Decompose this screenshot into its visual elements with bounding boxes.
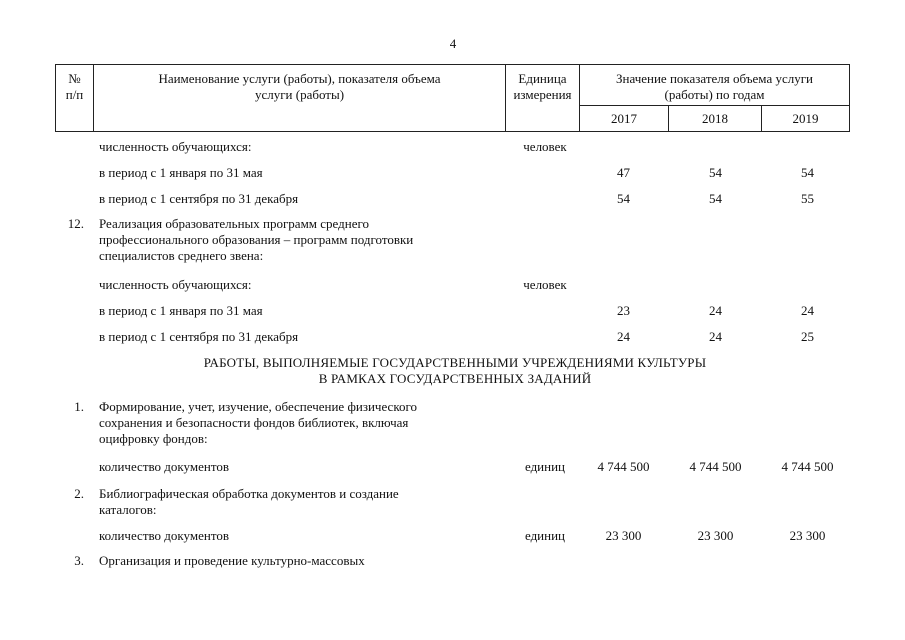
table-row	[0, 458, 905, 475]
table-row	[0, 328, 905, 345]
value-2018: 54	[709, 191, 722, 206]
period-label: в период с 1 января по 31 мая	[99, 303, 263, 318]
table-row	[0, 138, 905, 155]
value-2017: 23	[617, 303, 630, 318]
item-number: 1.	[74, 399, 84, 414]
page-number: 4	[449, 36, 457, 51]
value-2018: 24	[709, 303, 722, 318]
value-2019: 4 744 500	[781, 459, 834, 474]
table-row	[0, 276, 905, 293]
period-label: в период с 1 сентября по 31 декабря	[99, 329, 299, 344]
value-2018: 24	[709, 329, 722, 344]
item-number: 3.	[74, 553, 84, 568]
header-name-label: Наименование услуги (работы), показателя объема услуги (работы)	[158, 71, 441, 102]
header-values-label: Значение показателя объема услуги (работы) по годам	[615, 71, 814, 102]
value-2018: 4 744 500	[689, 459, 742, 474]
unit-cell: человек	[523, 277, 567, 292]
value-2017: 47	[617, 165, 630, 180]
unit-cell: единиц	[524, 528, 566, 543]
value-2019: 23 300	[789, 528, 826, 543]
unit-cell: человек	[523, 139, 567, 154]
item-number: 2.	[74, 486, 84, 501]
value-2018: 23 300	[697, 528, 734, 543]
indicator-label: численность обучающихся:	[99, 277, 252, 292]
item-title: Библиографическая обработка документов и создание каталогов:	[99, 486, 399, 517]
value-2019: 25	[801, 329, 814, 344]
indicator-label: численность обучающихся:	[99, 139, 252, 154]
table-row	[0, 190, 905, 207]
header-year-3: 2019	[792, 111, 819, 126]
indicator-label: количество документов	[99, 528, 229, 543]
item-number: 12.	[67, 216, 84, 231]
header-unit-label: Единица измерения	[513, 71, 572, 102]
value-2019: 55	[801, 191, 814, 206]
table-row	[0, 164, 905, 181]
value-2017: 23 300	[605, 528, 642, 543]
item-title: Организация и проведение культурно-массовых	[99, 553, 365, 568]
item-title: Формирование, учет, изучение, обеспечение физического сохранения и безопасности фондов библиотек, включая оцифровку фондов:	[99, 399, 417, 446]
table-row	[0, 527, 905, 544]
header-num-label: № п/п	[65, 71, 84, 102]
value-2018: 54	[709, 165, 722, 180]
item-title: Реализация образовательных программ среднего профессионального образования – программ подготовки специалистов среднего звена:	[99, 216, 414, 263]
unit-cell: единиц	[524, 459, 566, 474]
period-label: в период с 1 января по 31 мая	[99, 165, 263, 180]
header-year-2: 2018	[702, 111, 728, 126]
value-2017: 4 744 500	[597, 459, 650, 474]
value-2017: 54	[617, 191, 630, 206]
table-row	[0, 302, 905, 319]
indicator-label: количество документов	[99, 459, 229, 474]
value-2019: 24	[801, 303, 814, 318]
section-title: РАБОТЫ, ВЫПОЛНЯЕМЫЕ ГОСУДАРСТВЕННЫМИ УЧРЕЖДЕНИЯМИ КУЛЬТУРЫ В РАМКАХ ГОСУДАРСТВЕННЫХ ЗАДАНИЙ	[203, 355, 707, 386]
value-2017: 24	[617, 329, 630, 344]
period-label: в период с 1 сентября по 31 декабря	[99, 191, 299, 206]
value-2019: 54	[801, 165, 814, 180]
header-year-1: 2017	[611, 111, 637, 126]
